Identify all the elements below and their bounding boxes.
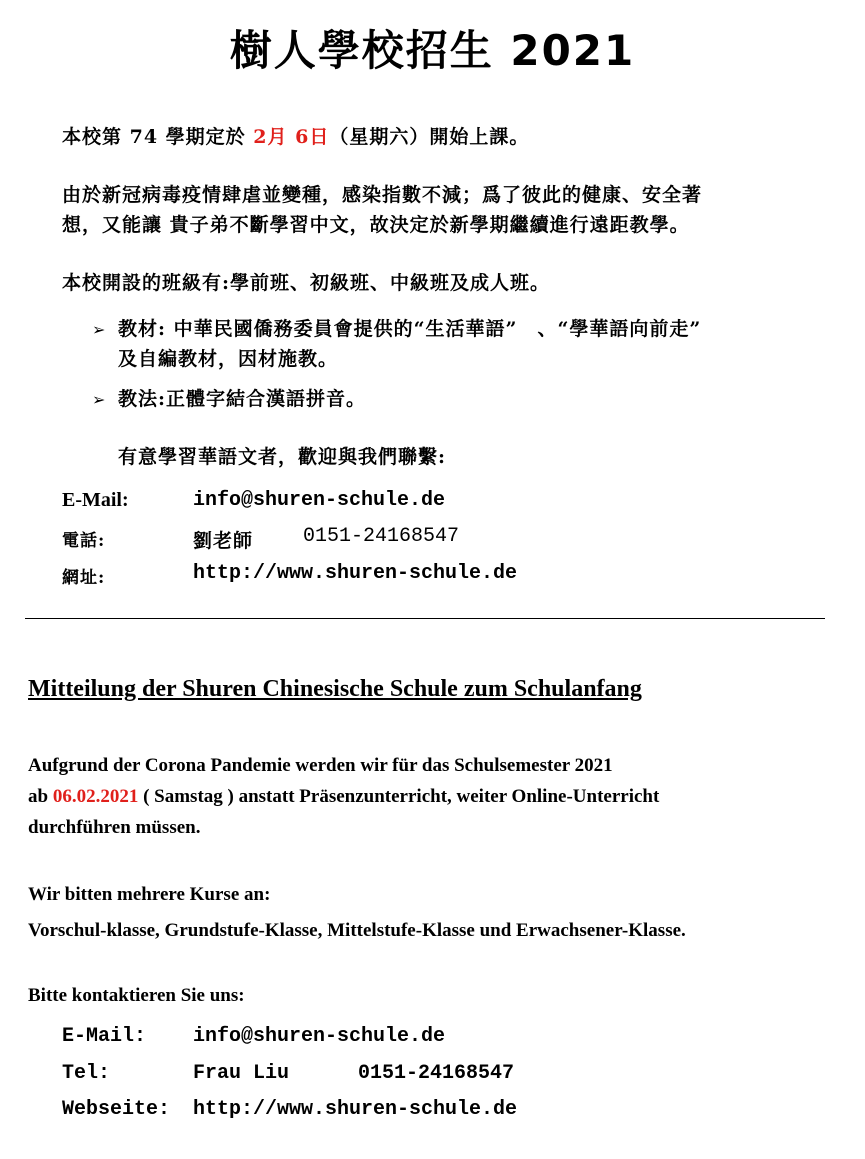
bullet-materials-cont: 及自編教材，因材施教。 (118, 348, 339, 370)
german-contact-intro: Bitte kontaktieren Sie uns: (28, 985, 245, 1006)
covid-notice-line2: 想，又能讓 貴子弟不斷學習中文，故決定於新學期繼續進行遠距教學。 (62, 214, 690, 236)
zh-web-link[interactable]: http://www.shuren-schule.de (193, 562, 518, 585)
zh-email-label: E-Mail: (62, 489, 129, 511)
german-p2-line1: Wir bitten mehrere Kurse an: (28, 884, 271, 905)
german-p1-line2 (28, 786, 659, 808)
de-tel-name: Frau Liu (193, 1062, 290, 1085)
zh-web-label: 網址: (62, 568, 106, 588)
bullet-materials-text: 教材: 中華民國僑務委員會提供的“生活華語” 、“學華語向前走” (118, 318, 702, 340)
de-tel-number: 0151-24168547 (358, 1062, 515, 1085)
de-email-link[interactable]: info@shuren-schule.de (193, 1025, 446, 1048)
arrow-bullet-icon: ➢ (92, 320, 107, 339)
bullet-materials (92, 314, 701, 341)
contact-intro: 有意學習華語文者，歡迎與我們聯繫: (118, 446, 447, 468)
zh-phone-number: 0151-24168547 (303, 525, 460, 548)
de-tel-label: Tel: (62, 1062, 111, 1085)
german-p1-rest: ( Samstag ) anstatt Präsenzunterricht, weiter Online-Unterricht (138, 786, 660, 807)
start-date-line (62, 122, 529, 149)
de-web-label: Webseite: (62, 1098, 171, 1121)
bullet-method-text: 教法:正體字結合漢語拼音。 (118, 388, 367, 410)
zh-email-link[interactable]: info@shuren-schule.de (193, 489, 446, 512)
arrow-bullet-icon: ➢ (92, 390, 107, 409)
covid-notice-line1: 由於新冠病毒疫情肆虐並變種，感染指數不減；爲了彼此的健康、安全著 (62, 184, 703, 206)
german-heading: Mitteilung der Shuren Chinesische Schule zum Schulanfang (28, 676, 642, 702)
de-web-link[interactable]: http://www.shuren-schule.de (193, 1098, 518, 1121)
start-date-highlight: 2月 6日 (253, 126, 330, 148)
start-date-text-end: （星期六）開始上課。 (329, 126, 530, 148)
german-course-list: Vorschul-klasse, Grundstufe-Klasse, Mittelstufe-Klasse und Erwachsener-Klasse. (28, 920, 686, 941)
german-p1-line1: Aufgrund der Corona Pandemie werden wir für das Schulsemester 2021 (28, 755, 613, 776)
german-p1-line3: durchführen müssen. (28, 817, 201, 838)
bullet-method (92, 384, 366, 411)
start-date-text: 本校第 74 學期定於 (62, 126, 254, 148)
de-email-label: E-Mail: (62, 1025, 147, 1048)
zh-phone-name: 劉老師 (193, 530, 254, 552)
zh-phone-label: 電話: (62, 531, 106, 551)
class-list-line: 本校開設的班級有:學前班、初級班、中級班及成人班。 (62, 272, 551, 294)
german-start-date: 06.02.2021 (52, 786, 139, 807)
page-title: 樹人學校招生 2021 (229, 26, 636, 75)
german-p1-prefix: ab (28, 786, 53, 807)
section-divider (25, 618, 825, 619)
